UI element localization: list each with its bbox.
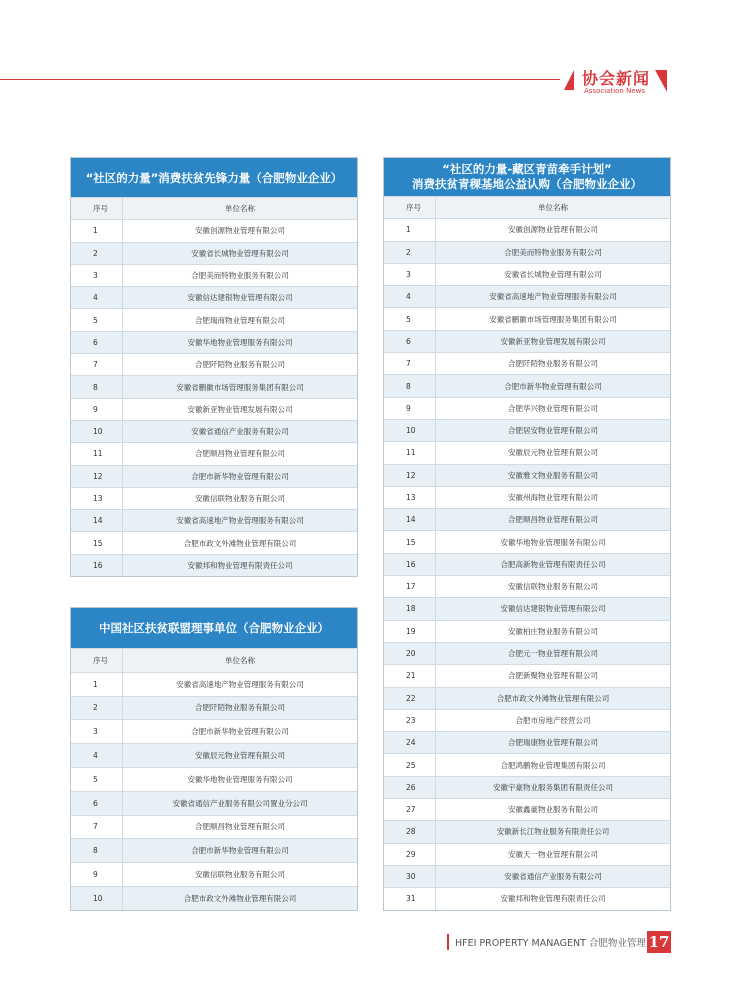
- company-name: 安徽信联物业服务有限公司: [195, 870, 285, 880]
- row-number: 12: [384, 465, 436, 486]
- section-subtitle: Association News: [584, 87, 645, 95]
- table-row: [384, 731, 670, 753]
- row-number: 1: [384, 219, 436, 240]
- page-number: 17: [648, 933, 670, 951]
- header-triangle-icon: [655, 70, 667, 92]
- table-row: [384, 865, 670, 887]
- row-number: 10: [71, 421, 123, 442]
- row-number: 6: [71, 332, 123, 353]
- company-name: 安徽省高速地产物业管理服务有限公司: [489, 292, 617, 302]
- table-row: [384, 530, 670, 552]
- table-row: [384, 620, 670, 642]
- table-row: [71, 242, 357, 264]
- company-name: 安徽省鹏徽市场管理服务集团有限公司: [176, 382, 304, 392]
- row-number: 9: [384, 398, 436, 419]
- row-number: 27: [384, 799, 436, 820]
- col-header-name: 单位名称: [225, 204, 255, 214]
- company-name: 安徽天一物业管理有限公司: [508, 849, 598, 859]
- row-number: 4: [71, 744, 123, 767]
- row-number: 2: [71, 243, 123, 264]
- table-row: [384, 397, 670, 419]
- table-row: [384, 508, 670, 530]
- table-row: [71, 353, 357, 375]
- table-row: [71, 264, 357, 286]
- table-body: [71, 672, 357, 910]
- row-number: 21: [384, 665, 436, 686]
- table-row: [71, 886, 357, 910]
- table-row: [384, 798, 670, 820]
- table-row: [384, 553, 670, 575]
- table-row: [384, 642, 670, 664]
- row-number: 28: [384, 821, 436, 842]
- table-title: [384, 158, 670, 196]
- company-name: 安徽鑫豪物业服务有限公司: [508, 805, 598, 815]
- row-number: 2: [71, 697, 123, 720]
- footer-publication-name: HFEI PROPERTY MANAGENT 合肥物业管理: [455, 938, 646, 949]
- company-name: 合肥顺昌物业管理有限公司: [195, 449, 285, 459]
- row-number: 18: [384, 598, 436, 619]
- table-body: [384, 218, 670, 909]
- table-row: [384, 352, 670, 374]
- table-row: [384, 687, 670, 709]
- company-name: 合肥市政文外滩物业管理有限公司: [183, 893, 297, 903]
- table-row: [71, 767, 357, 791]
- company-name: 安徽信联物业服务有限公司: [508, 582, 598, 592]
- col-header-no: 序号: [71, 198, 123, 219]
- row-number: 3: [384, 264, 436, 285]
- table-row: [71, 331, 357, 353]
- row-number: 16: [384, 554, 436, 575]
- header-rule: [0, 79, 560, 80]
- company-name: 合肥市新华物业管理有限公司: [191, 471, 289, 481]
- row-number: 10: [71, 887, 123, 910]
- table-row: [384, 263, 670, 285]
- company-name: 安徽辰元物业管理有限公司: [195, 751, 285, 761]
- row-number: 14: [71, 510, 123, 531]
- row-number: 7: [71, 816, 123, 839]
- company-name: 合肥市新华物业管理有限公司: [504, 381, 602, 391]
- company-name: 安徽省高速地产物业管理服务有限公司: [176, 679, 304, 689]
- table-header-row: [71, 197, 357, 219]
- row-number: 7: [71, 354, 123, 375]
- table-row: [71, 862, 357, 886]
- row-number: 29: [384, 844, 436, 865]
- row-number: 10: [384, 420, 436, 441]
- company-name: 合肥元一物业管理有限公司: [508, 649, 598, 659]
- col-header-no: 序号: [71, 649, 123, 672]
- company-name: 安徽华地物业管理服务有限公司: [187, 337, 293, 347]
- row-number: 25: [384, 754, 436, 775]
- row-number: 6: [384, 331, 436, 352]
- row-number: 26: [384, 777, 436, 798]
- footer-accent-bar: [447, 934, 449, 950]
- table-row: [384, 330, 670, 352]
- header-accent-icon: [564, 70, 574, 90]
- row-number: 6: [71, 792, 123, 815]
- table-row: [384, 843, 670, 865]
- col-header-name: 单位名称: [225, 655, 255, 665]
- company-name: 安徽华地物业管理服务有限公司: [500, 537, 606, 547]
- company-name: 合肥高新物业管理有限责任公司: [500, 559, 606, 569]
- table-row: [384, 374, 670, 396]
- table-row: [71, 696, 357, 720]
- table-row: [71, 420, 357, 442]
- table-highland-barley-purchase: [383, 157, 671, 911]
- company-name: 安徽创源物业管理有限公司: [195, 226, 285, 236]
- company-name: 合肥居安物业管理有限公司: [508, 426, 598, 436]
- row-number: 23: [384, 710, 436, 731]
- table-row: [384, 776, 670, 798]
- company-name: 安徽省高速地产物业管理服务有限公司: [176, 516, 304, 526]
- table-row: [384, 597, 670, 619]
- section-title: 协会新闻: [582, 69, 651, 88]
- company-name: 安徽华地物业管理服务有限公司: [187, 774, 293, 784]
- table-vanguard-units: [70, 157, 358, 577]
- table-row: [71, 442, 357, 464]
- company-name: 安徽宇豪物业服务集团有限责任公司: [493, 782, 613, 792]
- table-row: [71, 531, 357, 553]
- row-number: 31: [384, 888, 436, 909]
- company-name: 合肥瑞商物业管理有限公司: [195, 315, 285, 325]
- company-name: 合肥市新华物业管理有限公司: [191, 727, 289, 737]
- table-row: [71, 487, 357, 509]
- company-name: 合肥顺昌物业管理有限公司: [508, 515, 598, 525]
- row-number: 14: [384, 509, 436, 530]
- table-row: [384, 753, 670, 775]
- company-name: 安徽省长城物业管理有限公司: [191, 248, 289, 258]
- table-row: [384, 664, 670, 686]
- company-name: 安徽信联物业服务有限公司: [195, 494, 285, 503]
- company-name: 安徽雅文物业服务有限公司: [508, 470, 598, 480]
- row-number: 13: [384, 487, 436, 508]
- table-row: [384, 419, 670, 441]
- table-row: [71, 308, 357, 330]
- row-number: 5: [384, 308, 436, 329]
- row-number: 12: [71, 466, 123, 487]
- row-number: 13: [71, 488, 123, 509]
- company-name: 合肥阡陌物业服务有限公司: [195, 703, 285, 713]
- company-name: 合肥市房地产经营公司: [515, 715, 591, 725]
- company-name: 安徽新亚物业管理发展有限公司: [500, 336, 606, 346]
- table-alliance-members: [70, 607, 358, 911]
- table-row: [384, 709, 670, 731]
- table-row: [71, 286, 357, 308]
- row-number: 5: [71, 309, 123, 330]
- company-name: 安徽省通信产业服务有限公司: [504, 872, 602, 882]
- company-name: 合肥市新华物业管理有限公司: [191, 846, 289, 856]
- table-title-line-2: 消费扶贫青稞基地公益认购（合肥物业企业）: [412, 177, 642, 191]
- company-name: 合肥鸿鹏物业管理集团有限公司: [500, 760, 606, 770]
- table-row: [384, 575, 670, 597]
- row-number: 8: [384, 375, 436, 396]
- table-row: [384, 285, 670, 307]
- company-name: 安徽新亚物业管理发展有限公司: [187, 404, 293, 414]
- company-name: 合肥阡陌物业服务有限公司: [508, 359, 598, 369]
- table-row: [384, 464, 670, 486]
- company-name: 安徽新长江物业服务有限责任公司: [496, 827, 610, 837]
- row-number: 30: [384, 866, 436, 887]
- company-name: 安徽信达建银物业管理有限公司: [500, 604, 606, 614]
- company-name: 安徽州海物业管理有限公司: [508, 493, 598, 502]
- table-row: [71, 554, 357, 576]
- row-number: 15: [384, 531, 436, 552]
- row-number: 16: [71, 555, 123, 576]
- company-name: 合肥顺昌物业管理有限公司: [195, 822, 285, 832]
- row-number: 9: [71, 399, 123, 420]
- table-row: [384, 486, 670, 508]
- table-row: [71, 465, 357, 487]
- company-name: 安徽辰元物业管理有限公司: [508, 448, 598, 458]
- company-name: 安徽信达建银物业管理有限公司: [187, 293, 293, 303]
- row-number: 1: [71, 220, 123, 241]
- company-name: 合肥美而特物业服务有限公司: [191, 271, 289, 281]
- table-header-row: [384, 196, 670, 218]
- row-number: 15: [71, 532, 123, 553]
- table-row: [71, 743, 357, 767]
- row-number: 8: [71, 376, 123, 397]
- table-row: [384, 241, 670, 263]
- row-number: 20: [384, 643, 436, 664]
- col-header-name: 单位名称: [538, 203, 568, 213]
- row-number: 8: [71, 839, 123, 862]
- table-row: [71, 815, 357, 839]
- row-number: 17: [384, 576, 436, 597]
- row-number: 11: [71, 443, 123, 464]
- company-name: 安徽邦和物业管理有限责任公司: [187, 560, 293, 570]
- company-name: 合肥阡陌物业服务有限公司: [195, 360, 285, 370]
- table-row: [71, 398, 357, 420]
- company-name: 合肥新聚物业管理有限公司: [508, 671, 598, 681]
- table-title: 中国社区扶贫联盟理事单位（合肥物业企业）: [71, 608, 357, 648]
- table-row: [71, 509, 357, 531]
- table-body: [71, 219, 357, 576]
- company-name: 合肥美而特物业服务有限公司: [504, 247, 602, 257]
- company-name: 安徽邦和物业管理有限责任公司: [500, 894, 606, 904]
- table-title: “社区的力量”消费扶贫先锋力量（合肥物业企业）: [71, 158, 357, 197]
- company-name: 安徽省鹏徽市场管理服务集团有限公司: [489, 314, 617, 324]
- company-name: 安徽省通信产业服务有限公司置业分公司: [172, 798, 308, 808]
- table-row: [384, 887, 670, 909]
- company-name: 安徽省通信产业服务有限公司: [191, 427, 289, 437]
- table-row: [71, 375, 357, 397]
- company-name: 合肥华兴物业管理有限公司: [508, 403, 598, 413]
- row-number: 5: [71, 768, 123, 791]
- table-row: [384, 441, 670, 463]
- table-row: [384, 218, 670, 240]
- page-footer: [447, 931, 671, 953]
- table-row: [71, 219, 357, 241]
- row-number: 3: [71, 265, 123, 286]
- company-name: 合肥市政文外滩物业管理有限公司: [183, 538, 297, 548]
- row-number: 2: [384, 242, 436, 263]
- row-number: 19: [384, 621, 436, 642]
- company-name: 安徽柏庄物业服务有限公司: [508, 626, 598, 636]
- table-header-row: [71, 648, 357, 672]
- company-name: 合肥瑞康物业管理有限公司: [508, 738, 598, 748]
- row-number: 3: [71, 720, 123, 743]
- company-name: 安徽创源物业管理有限公司: [508, 225, 598, 235]
- table-row: [71, 838, 357, 862]
- row-number: 1: [71, 673, 123, 696]
- table-row: [71, 791, 357, 815]
- row-number: 11: [384, 442, 436, 463]
- row-number: 24: [384, 732, 436, 753]
- table-row: [384, 307, 670, 329]
- row-number: 9: [71, 863, 123, 886]
- row-number: 22: [384, 688, 436, 709]
- company-name: 合肥市政文外滩物业管理有限公司: [496, 693, 610, 703]
- row-number: 4: [384, 286, 436, 307]
- company-name: 安徽省长城物业管理有限公司: [504, 270, 602, 280]
- table-row: [384, 820, 670, 842]
- table-row: [71, 672, 357, 696]
- row-number: 4: [71, 287, 123, 308]
- table-title-line-1: “社区的力量-藏区青苗牵手计划”: [442, 162, 612, 176]
- col-header-no: 序号: [384, 197, 436, 218]
- row-number: 7: [384, 353, 436, 374]
- table-row: [71, 719, 357, 743]
